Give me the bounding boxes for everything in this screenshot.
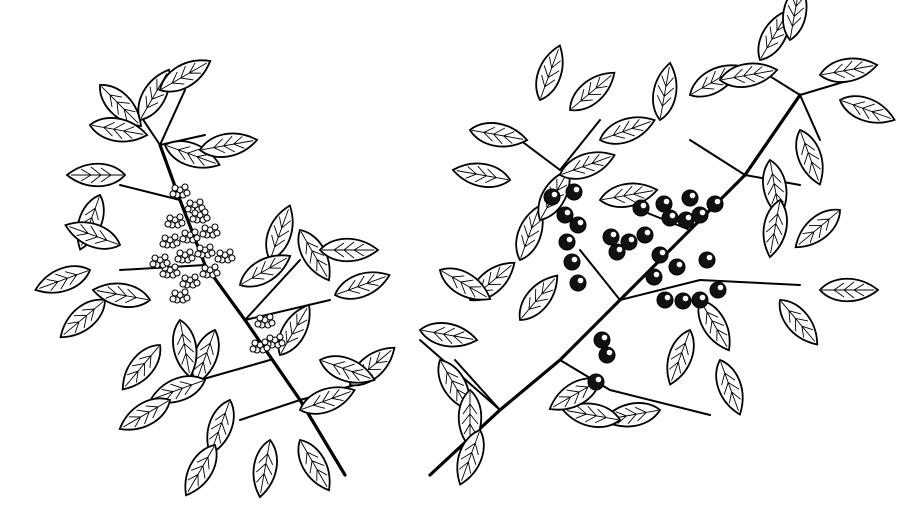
berry bbox=[633, 200, 649, 216]
berry-body bbox=[692, 292, 708, 308]
leaf bbox=[836, 89, 898, 130]
berry bbox=[682, 190, 698, 206]
flower-cluster bbox=[165, 214, 185, 228]
berry-highlight bbox=[607, 350, 613, 356]
berry-highlight bbox=[660, 250, 666, 256]
berry-body bbox=[633, 200, 649, 216]
berry bbox=[621, 234, 637, 250]
flower-bud bbox=[212, 264, 218, 270]
flower-bud bbox=[277, 334, 283, 340]
twig bbox=[520, 140, 560, 170]
flower-bud bbox=[189, 255, 195, 261]
berry bbox=[646, 269, 662, 285]
flower-bud bbox=[182, 289, 188, 295]
berry-body bbox=[594, 332, 610, 348]
flower-cluster bbox=[160, 234, 180, 248]
berry-highlight bbox=[707, 255, 713, 261]
berry bbox=[603, 229, 619, 245]
berry-body bbox=[564, 254, 580, 270]
flower-bud bbox=[194, 235, 200, 241]
flower-cluster bbox=[200, 224, 220, 238]
berry bbox=[662, 210, 678, 226]
berry-body bbox=[603, 229, 619, 245]
flower-bud bbox=[172, 290, 178, 296]
flower-bud bbox=[162, 254, 168, 260]
berry-highlight bbox=[690, 193, 696, 199]
flower-bud bbox=[195, 251, 201, 257]
berry-body bbox=[699, 252, 715, 268]
leaf bbox=[759, 198, 791, 259]
flower-bud bbox=[182, 184, 188, 190]
flower-bud bbox=[250, 346, 256, 352]
berry-highlight bbox=[715, 199, 721, 205]
flower-cluster bbox=[215, 249, 235, 263]
berry-highlight bbox=[629, 237, 635, 243]
flower-bud bbox=[190, 216, 196, 222]
berry-highlight bbox=[665, 295, 671, 301]
flower-bud bbox=[204, 215, 210, 221]
flower-bud bbox=[184, 190, 190, 196]
flower-bud bbox=[162, 235, 168, 241]
berry-body bbox=[566, 184, 582, 200]
berry-body bbox=[662, 210, 678, 226]
flower-bud bbox=[262, 339, 268, 345]
berry-body bbox=[544, 189, 560, 205]
berry-highlight bbox=[700, 295, 706, 301]
leaf bbox=[249, 438, 281, 499]
leaf bbox=[771, 293, 826, 352]
leaf bbox=[818, 54, 879, 86]
flower-bud bbox=[209, 250, 215, 256]
berry-body bbox=[557, 207, 573, 223]
berry-body bbox=[570, 275, 586, 291]
flower-bud bbox=[172, 234, 178, 240]
berry bbox=[710, 282, 726, 298]
flower-bud bbox=[257, 315, 263, 321]
flower-bud bbox=[170, 296, 176, 302]
berry bbox=[675, 293, 691, 309]
flower-bud bbox=[182, 230, 188, 236]
leaf bbox=[788, 201, 847, 256]
leaf bbox=[598, 179, 659, 211]
flower-bud bbox=[165, 221, 171, 227]
berry-highlight bbox=[683, 296, 689, 302]
flower-bud bbox=[202, 265, 208, 271]
flower-bud bbox=[187, 249, 193, 255]
berry-highlight bbox=[617, 247, 623, 253]
flower-bud bbox=[150, 261, 156, 267]
flower-bud bbox=[194, 280, 200, 286]
berry bbox=[588, 374, 604, 390]
flower-bud bbox=[172, 264, 178, 270]
leaf bbox=[451, 159, 512, 191]
berry-body bbox=[559, 234, 575, 250]
berry-highlight bbox=[574, 187, 580, 193]
leaf bbox=[320, 239, 378, 262]
flower-bud bbox=[180, 281, 186, 287]
flower-bud bbox=[269, 320, 275, 326]
berry-highlight bbox=[670, 213, 676, 219]
twig bbox=[690, 140, 745, 175]
berry-highlight bbox=[572, 257, 578, 263]
berry-body bbox=[588, 374, 604, 390]
flower-bud bbox=[174, 270, 180, 276]
flower-bud bbox=[267, 314, 273, 320]
flower-bud bbox=[170, 191, 176, 197]
berry bbox=[544, 189, 560, 205]
berry-body bbox=[637, 227, 653, 243]
berry-highlight bbox=[686, 215, 692, 221]
berry bbox=[692, 292, 708, 308]
flower-bud bbox=[215, 256, 221, 262]
leaf bbox=[511, 268, 566, 327]
leaf bbox=[32, 259, 94, 300]
berry bbox=[652, 247, 668, 263]
flower-bud bbox=[227, 249, 233, 255]
flower-bud bbox=[192, 210, 198, 216]
fruiting-branch bbox=[418, 0, 898, 488]
leaf bbox=[468, 119, 529, 151]
flower-bud bbox=[197, 199, 203, 205]
berry-highlight bbox=[700, 210, 706, 216]
leaf bbox=[290, 434, 339, 495]
flower-cluster bbox=[180, 229, 200, 243]
berry-highlight bbox=[567, 237, 573, 243]
berry bbox=[599, 347, 615, 363]
berry bbox=[566, 184, 582, 200]
flower-bud bbox=[177, 250, 183, 256]
twig bbox=[240, 400, 300, 420]
leaf bbox=[563, 64, 622, 119]
flower-bud bbox=[160, 271, 166, 277]
flower-bud bbox=[252, 340, 258, 346]
berry-highlight bbox=[578, 220, 584, 226]
berry-body bbox=[710, 282, 726, 298]
flower-cluster bbox=[180, 274, 200, 288]
berry bbox=[564, 254, 580, 270]
flower-bud bbox=[152, 255, 158, 261]
flower-bud bbox=[160, 241, 166, 247]
flowering-branch bbox=[32, 51, 402, 501]
leaf bbox=[67, 164, 125, 187]
leaf bbox=[789, 126, 830, 188]
berry-highlight bbox=[602, 335, 608, 341]
flower-bud bbox=[167, 215, 173, 221]
berry bbox=[557, 207, 573, 223]
berry-highlight bbox=[552, 192, 558, 198]
flower-bud bbox=[255, 321, 261, 327]
flower-bud bbox=[179, 220, 185, 226]
berry-body bbox=[646, 269, 662, 285]
berry-body bbox=[682, 190, 698, 206]
flower-bud bbox=[187, 200, 193, 206]
flower-bud bbox=[180, 236, 186, 242]
berry-highlight bbox=[641, 203, 647, 209]
flower-bud bbox=[192, 274, 198, 280]
berry bbox=[559, 234, 575, 250]
berry-highlight bbox=[578, 278, 584, 284]
berry-highlight bbox=[611, 232, 617, 238]
berry-body bbox=[675, 293, 691, 309]
leaf bbox=[709, 356, 750, 418]
leaf bbox=[660, 326, 701, 388]
berry-highlight bbox=[677, 262, 683, 268]
flower-cluster bbox=[200, 264, 220, 278]
berry-highlight bbox=[645, 230, 651, 236]
flower-bud bbox=[182, 275, 188, 281]
berry-highlight bbox=[565, 210, 571, 216]
flower-bud bbox=[185, 206, 191, 212]
flower-bud bbox=[172, 185, 178, 191]
flower-cluster bbox=[170, 289, 190, 303]
flower-cluster bbox=[175, 249, 195, 263]
berry-highlight bbox=[664, 199, 670, 205]
leaf bbox=[596, 110, 658, 151]
berry-body bbox=[707, 196, 723, 212]
flower-bud bbox=[202, 209, 208, 215]
berry-highlight bbox=[654, 272, 660, 278]
leaf bbox=[450, 426, 491, 488]
berry bbox=[692, 207, 708, 223]
leaf bbox=[234, 246, 295, 295]
flower-bud bbox=[200, 271, 206, 277]
flower-bud bbox=[279, 340, 285, 346]
berry bbox=[570, 275, 586, 291]
flower-bud bbox=[214, 230, 220, 236]
berry bbox=[707, 196, 723, 212]
berry-body bbox=[669, 259, 685, 275]
berry-body bbox=[570, 217, 586, 233]
flower-bud bbox=[177, 214, 183, 220]
leaf bbox=[331, 265, 393, 306]
flower-bud bbox=[174, 240, 180, 246]
berry-body bbox=[652, 247, 668, 263]
flower-bud bbox=[200, 231, 206, 237]
berry-body bbox=[599, 347, 615, 363]
flower-bud bbox=[175, 256, 181, 262]
flower-bud bbox=[214, 270, 220, 276]
berry bbox=[657, 292, 673, 308]
flower-bud bbox=[264, 345, 270, 351]
berry bbox=[669, 259, 685, 275]
berry-body bbox=[657, 292, 673, 308]
flower-bud bbox=[229, 255, 235, 261]
leaf bbox=[649, 61, 681, 122]
berry-body bbox=[621, 234, 637, 250]
flower-bud bbox=[217, 250, 223, 256]
leaf bbox=[820, 279, 878, 302]
berry bbox=[699, 252, 715, 268]
berry bbox=[637, 227, 653, 243]
leaf bbox=[529, 42, 570, 104]
berry bbox=[570, 217, 586, 233]
berry-body bbox=[692, 207, 708, 223]
flower-bud bbox=[212, 224, 218, 230]
flower-cluster bbox=[150, 254, 170, 268]
flower-bud bbox=[184, 295, 190, 301]
flower-bud bbox=[207, 244, 213, 250]
flower-cluster bbox=[195, 244, 215, 258]
flower-cluster bbox=[170, 184, 190, 198]
flower-bud bbox=[192, 229, 198, 235]
berry-highlight bbox=[596, 377, 602, 383]
flower-bud bbox=[164, 260, 170, 266]
berry bbox=[594, 332, 610, 348]
berry-highlight bbox=[718, 285, 724, 291]
flower-bud bbox=[202, 225, 208, 231]
flower-bud bbox=[197, 245, 203, 251]
